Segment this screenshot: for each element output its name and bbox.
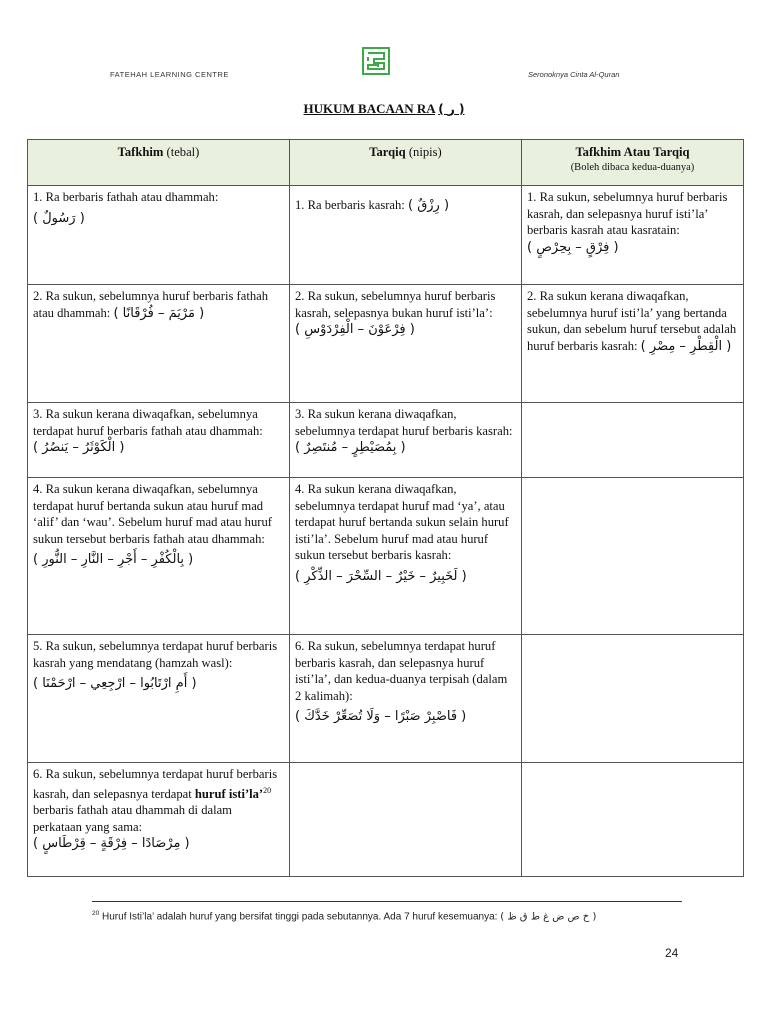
- hukum-ra-table: [27, 139, 744, 877]
- table-row: [28, 186, 744, 285]
- table-cell: [290, 763, 522, 877]
- title-main: HUKUM BACAAN RA: [303, 101, 435, 116]
- table-cell: 2. Ra sukun, sebelumnya huruf berbaris fathah atau dhammah: ( مَرْيَمَ – فُرْقَانًا ): [28, 285, 290, 403]
- table-cell: 4. Ra sukun kerana diwaqafkan, sebelumnya terdapat huruf bertanda sukun atau huruf mad ‘alif’ dan ‘wau’. Sebelum huruf mad atau huruf sukun tersebut berbaris fathah atau dhammah: ( بِالْكُفْرِ – أَجْرِ – النَّارِ – النُّورِ ): [28, 478, 290, 635]
- column-header-both: Tafkhim Atau Tarqiq (Boleh dibaca kedua-duanya): [522, 140, 744, 186]
- table-cell: 1. Ra berbaris fathah atau dhammah: ( رَسُولٌ ): [28, 186, 290, 285]
- header-right-text: Seronoknya Cinta Al-Quran: [528, 70, 620, 79]
- table-cell: 2. Ra sukun kerana diwaqafkan, sebelumnya huruf isti’la’ yang bertanda sukun, dan sebelum huruf tersebut adalah huruf berbaris kasrah: ( الْقِطْرِ – مِصْرِ ): [522, 285, 744, 403]
- page-number: 24: [665, 946, 679, 960]
- arabic-example: ( مَرْيَمَ – فُرْقَانًا ): [113, 305, 205, 321]
- table-cell: 6. Ra sukun, sebelumnya terdapat huruf berbaris kasrah, dan selepasnya huruf isti’la’, dan kedua-duanya terpisah (dalam 2 kalimah): ( فَاصْبِرْ صَبْرًا – وَلَا تُصَعِّرْ خَدَّكَ ): [290, 635, 522, 763]
- arabic-example: ( فَاصْبِرْ صَبْرًا – وَلَا تُصَعِّرْ خَدَّكَ ): [295, 709, 467, 724]
- table-cell: 6. Ra sukun, sebelumnya terdapat huruf berbaris kasrah, dan selepasnya terdapat huruf isti’la’$^{20}$ berbaris fathah atau dhammah di dalam perkataan yang sama: ( مِرْصَادًا – فِرْقَةٍ – قِرْطَاسٍ ): [28, 763, 290, 877]
- footnote-text: Huruf Isti’la’ adalah huruf yang bersifat tinggi pada sebutannya. Ada 7 huruf kesemuanya:: [99, 911, 498, 923]
- footnote-ref: 20: [263, 785, 272, 795]
- table-cell: [522, 635, 744, 763]
- table-cell: 5. Ra sukun, sebelumnya terdapat huruf berbaris kasrah yang mendatang (hamzah wasl): ( أَمِ ارْتَابُوا – ارْجِعِي – ارْحَمْنَا ): [28, 635, 290, 763]
- fatehah-logo: [362, 47, 390, 75]
- footnote-letters: ( خ ص ض غ ط ق ظ ): [500, 911, 597, 923]
- table-row: [28, 478, 744, 635]
- bold-term: huruf isti’la’: [194, 786, 264, 801]
- table-row: [28, 285, 744, 403]
- footnote-divider: [92, 901, 682, 902]
- table-cell: [522, 478, 744, 635]
- arabic-example: ( مِرْصَادًا – فِرْقَةٍ – قِرْطَاسٍ ): [33, 836, 190, 852]
- column-header-tarqiq: Tarqiq (nipis): [290, 140, 522, 186]
- table-row: [28, 635, 744, 763]
- footnote: [92, 910, 732, 922]
- table-cell: 1. Ra berbaris kasrah: ( رِزْقٌ ): [290, 186, 522, 285]
- table-cell: 3. Ra sukun kerana diwaqafkan, sebelumnya terdapat huruf berbaris fathah atau dhammah: ( الْكَوْثَرُ – يَنصُرُ ): [28, 403, 290, 478]
- table-cell: [522, 403, 744, 478]
- table-header-row: [28, 140, 744, 186]
- footnote-number: 20: [92, 910, 100, 917]
- arabic-example: ( بِالْكُفْرِ – أَجْرِ – النَّارِ – النُّورِ ): [33, 552, 194, 567]
- arabic-example: ( الْقِطْرِ – مِصْرِ ): [640, 338, 732, 354]
- arabic-example: ( رِزْقٌ ): [407, 198, 450, 213]
- header-left-text: FATEHAH LEARNING CENTRE: [110, 70, 229, 79]
- arabic-example: ( فِرْعَوْنَ – الْفِرْدَوْسِ ): [295, 322, 415, 337]
- table-cell: 2. Ra sukun, sebelumnya huruf berbaris kasrah, selepasnya bukan huruf isti’la’: ( فِرْعَوْنَ – الْفِرْدَوْسِ ): [290, 285, 522, 403]
- arabic-example: ( لَخَبِيرٌ – خَيْرٌ – السِّحْرَ – الذِّكْرِ ): [295, 568, 467, 584]
- table-row: [28, 403, 744, 478]
- table-cell: 4. Ra sukun kerana diwaqafkan, sebelumnya terdapat huruf mad ‘ya’, atau terdapat huruf bertanda sukun selain huruf isti’la’. Sebelum huruf mad atau huruf sukun tersebut berbaris kasrah: ( لَخَبِيرٌ – خَيْرٌ – السِّحْرَ – الذِّكْرِ ): [290, 478, 522, 635]
- arabic-example: ( فِرْقٍ – بِحِرْصٍ ): [527, 239, 619, 255]
- table-cell: 1. Ra sukun, sebelumnya huruf berbaris kasrah, dan selepasnya huruf isti’la’ berbaris kasrah atau kasratain: ( فِرْقٍ – بِحِرْصٍ ): [522, 186, 744, 285]
- title-symbol: ( ر ): [438, 102, 465, 116]
- table-cell: [522, 763, 744, 877]
- page-title: [0, 101, 768, 117]
- arabic-example: ( بِمُصَيْطِرٍ – مُنتَصِرٌ ): [295, 440, 406, 455]
- arabic-example: ( الْكَوْثَرُ – يَنصُرُ ): [33, 440, 125, 455]
- arabic-example: ( رَسُولٌ ): [33, 210, 85, 226]
- column-header-tafkhim: Tafkhim (tebal): [28, 140, 290, 186]
- table-row: [28, 763, 744, 877]
- arabic-example: ( أَمِ ارْتَابُوا – ارْجِعِي – ارْحَمْنَا ): [33, 676, 197, 691]
- table-cell: 3. Ra sukun kerana diwaqafkan, sebelumnya terdapat huruf berbaris kasrah: ( بِمُصَيْطِرٍ – مُنتَصِرٌ ): [290, 403, 522, 478]
